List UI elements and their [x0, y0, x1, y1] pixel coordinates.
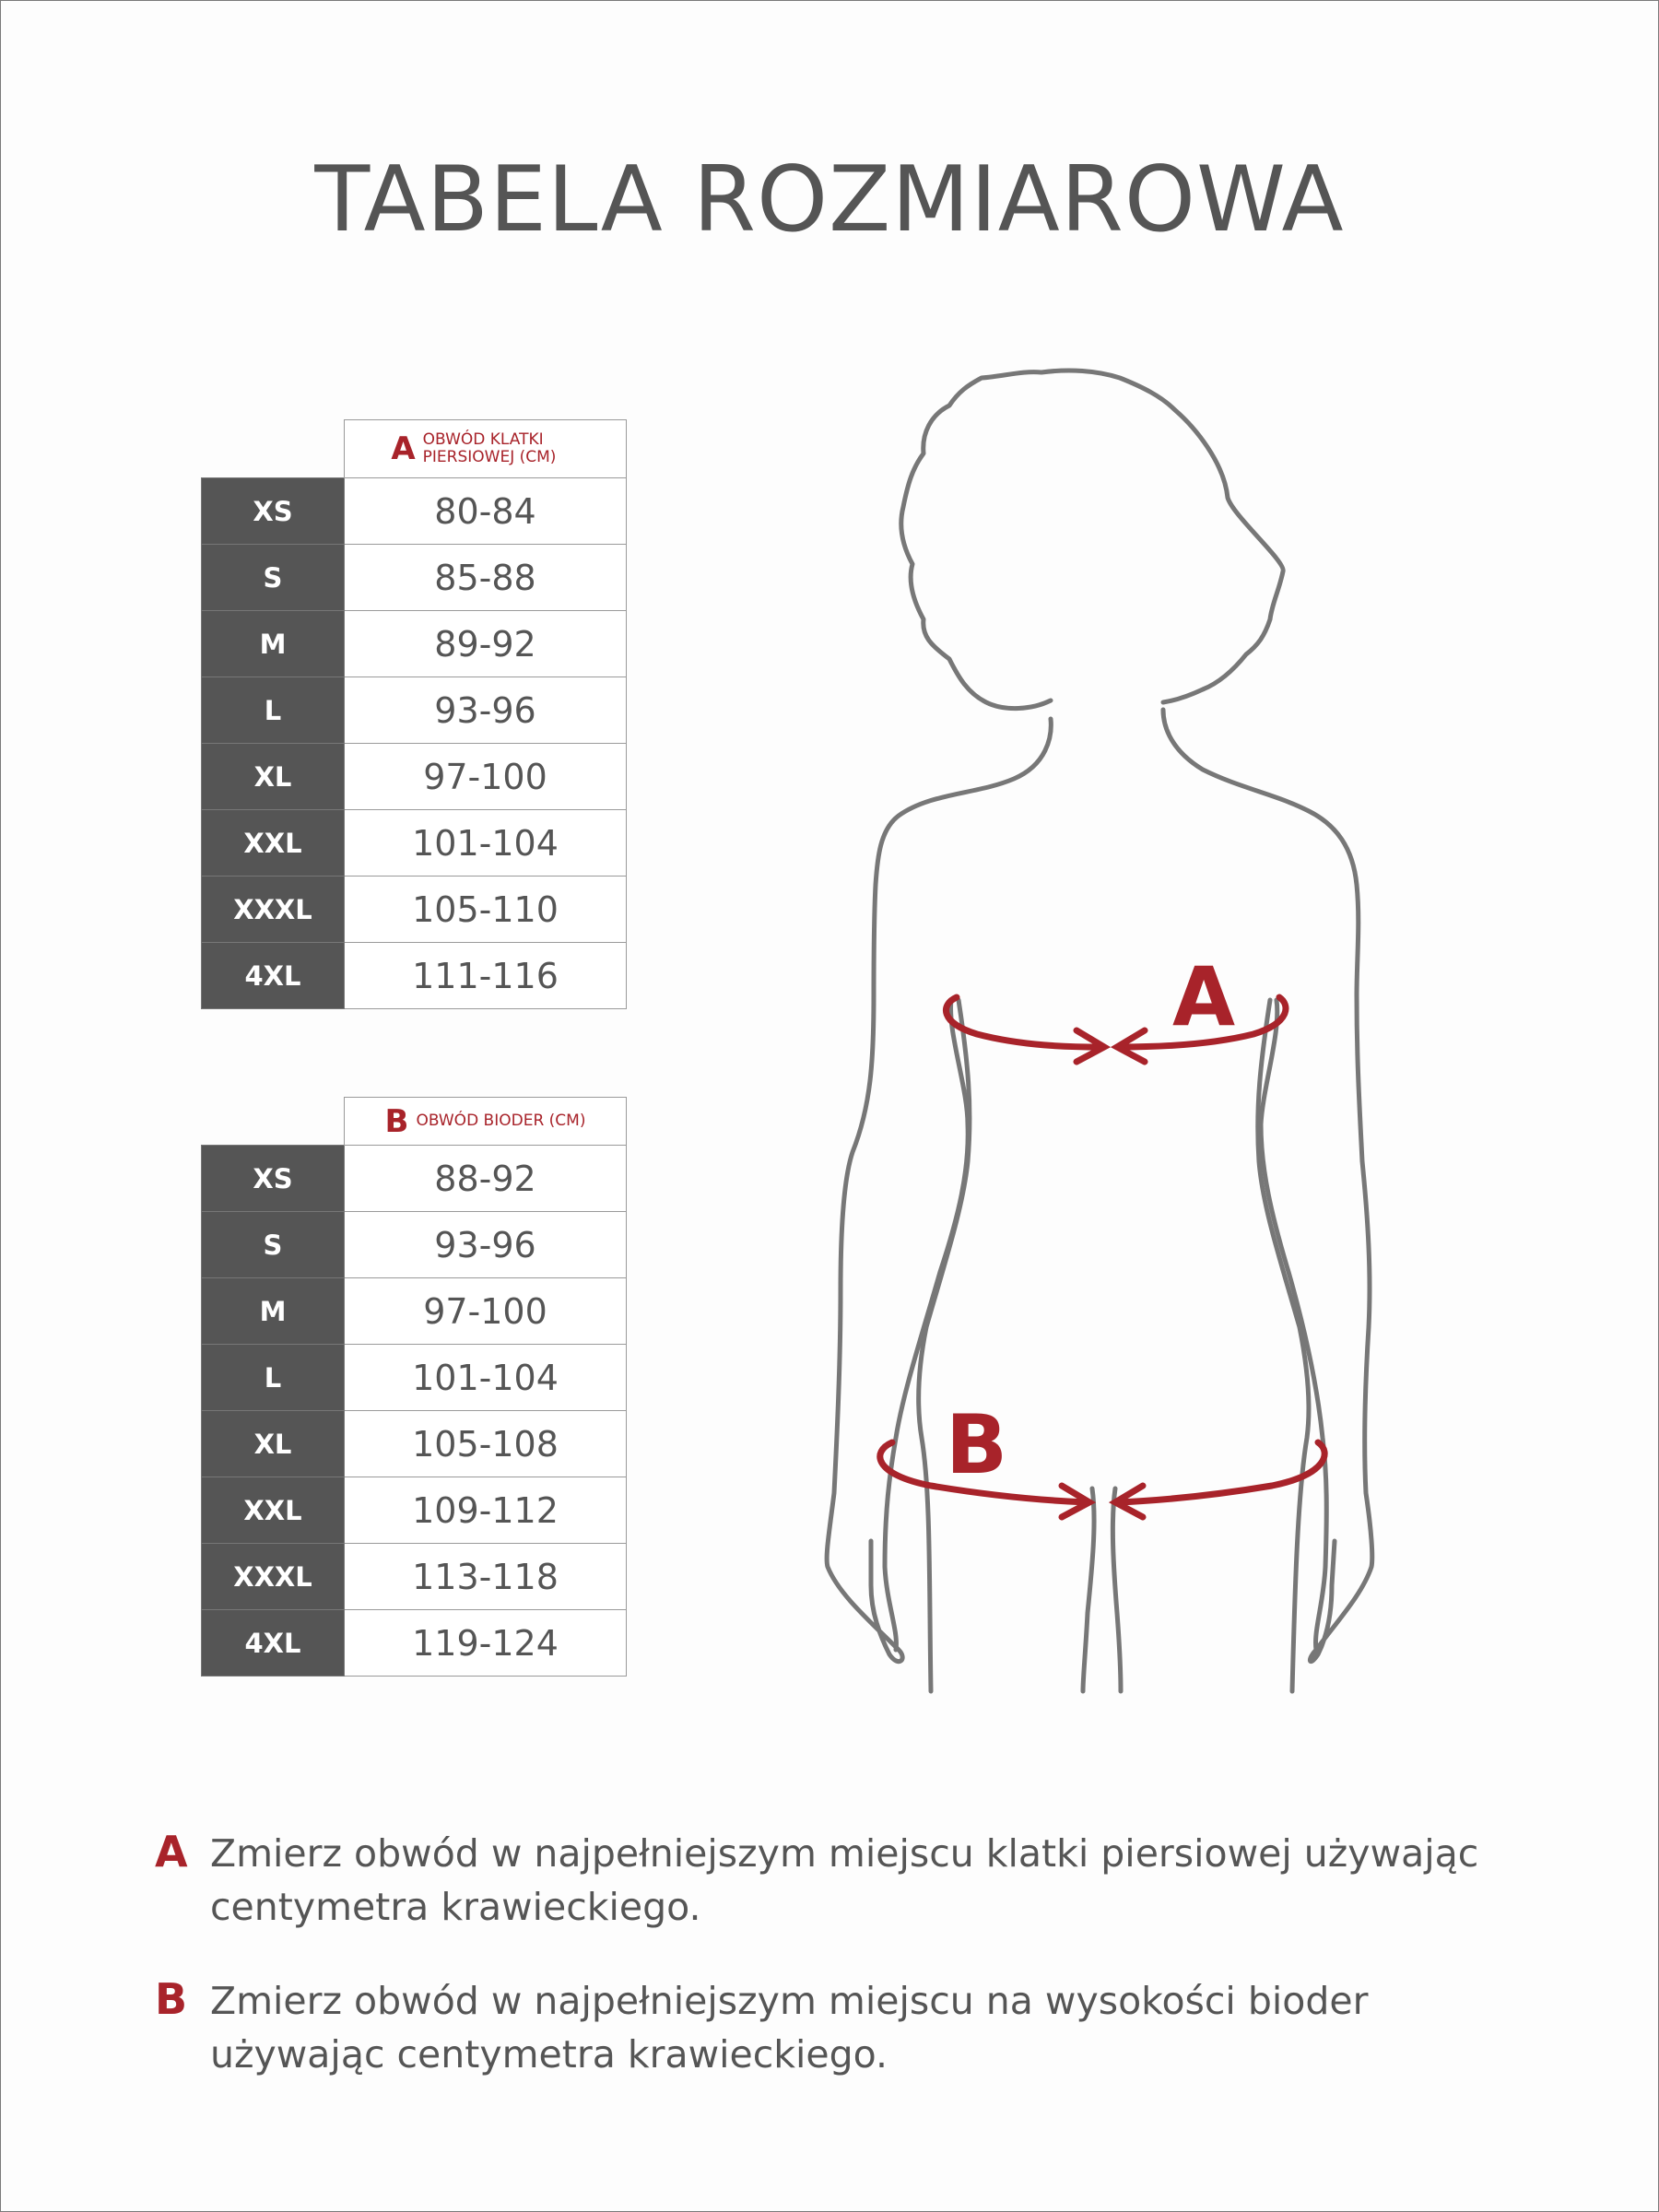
table-row	[202, 943, 627, 1009]
note-b-letter: B	[155, 1974, 188, 2024]
size-value: 89-92	[345, 611, 627, 677]
hip-header-letter: B	[384, 1102, 409, 1140]
size-value: 93-96	[345, 677, 627, 744]
body-figure-illustration	[802, 359, 1392, 1705]
hip-header-label: OBWÓD BIODER (CM)	[416, 1112, 586, 1130]
size-label: 4XL	[202, 943, 345, 1009]
size-value: 111-116	[345, 943, 627, 1009]
chest-table-header	[345, 420, 627, 478]
size-label: XXXL	[202, 877, 345, 943]
size-label: XXXL	[202, 1544, 345, 1610]
size-label: S	[202, 1212, 345, 1278]
chest-header-letter: A	[391, 430, 416, 467]
table-row	[202, 744, 627, 810]
table-row	[202, 1477, 627, 1544]
table-row	[202, 545, 627, 611]
table-row	[202, 1146, 627, 1212]
hip-measure-band-right	[1117, 1442, 1324, 1502]
table-row	[202, 810, 627, 877]
note-b-text: Zmierz obwód w najpełniejszym miejscu na wysokości bioder używając centymetra krawieckiego.	[210, 1979, 1369, 2077]
inner-leg-right	[1112, 1488, 1121, 1691]
size-label: 4XL	[202, 1610, 345, 1677]
size-label: S	[202, 545, 345, 611]
size-value: 109-112	[345, 1477, 627, 1544]
table-row	[202, 611, 627, 677]
hip-table-header	[345, 1098, 627, 1146]
size-label: XL	[202, 744, 345, 810]
size-label: L	[202, 677, 345, 744]
size-label: XS	[202, 478, 345, 545]
size-value: 105-110	[345, 877, 627, 943]
inner-leg-left	[1083, 1488, 1094, 1691]
size-label: M	[202, 611, 345, 677]
size-label: XXL	[202, 810, 345, 877]
table-corner	[202, 420, 345, 478]
size-value: 93-96	[345, 1212, 627, 1278]
note-a-letter: A	[155, 1827, 188, 1877]
table-row	[202, 1278, 627, 1345]
table-row	[202, 1610, 627, 1677]
size-value: 97-100	[345, 744, 627, 810]
table-row	[202, 478, 627, 545]
chest-measure-band	[946, 997, 1101, 1047]
size-label: M	[202, 1278, 345, 1345]
size-value: 119-124	[345, 1610, 627, 1677]
size-label: L	[202, 1345, 345, 1411]
table-row	[202, 1212, 627, 1278]
table-row	[202, 1345, 627, 1411]
body-left-outline	[827, 719, 1051, 1662]
size-value: 105-108	[345, 1411, 627, 1477]
note-b	[155, 1974, 1537, 2081]
size-label: XL	[202, 1411, 345, 1477]
size-value: 101-104	[345, 1345, 627, 1411]
head-outline	[901, 371, 1284, 709]
chest-size-table	[201, 419, 627, 1009]
size-value: 85-88	[345, 545, 627, 611]
table-row	[202, 1544, 627, 1610]
table-row	[202, 877, 627, 943]
page-title: TABELA ROZMIAROWA	[314, 147, 1345, 253]
size-label: XS	[202, 1146, 345, 1212]
size-value: 113-118	[345, 1544, 627, 1610]
note-a-text: Zmierz obwód w najpełniejszym miejscu klatki piersiowej używając centymetra krawieckiego.	[210, 1831, 1479, 1929]
table-corner	[202, 1098, 345, 1146]
left-torso-side	[919, 1000, 970, 1691]
size-value: 80-84	[345, 478, 627, 545]
right-arm-inner	[1261, 1000, 1326, 1650]
size-value: 101-104	[345, 810, 627, 877]
note-a	[155, 1827, 1537, 1934]
size-label: XXL	[202, 1477, 345, 1544]
table-row	[202, 677, 627, 744]
hip-size-table	[201, 1097, 627, 1677]
chest-header-label: OBWÓD KLATKI PIERSIOWEJ (CM)	[422, 430, 557, 466]
size-value: 88-92	[345, 1146, 627, 1212]
size-value: 97-100	[345, 1278, 627, 1345]
table-row	[202, 1411, 627, 1477]
figure-label-b: B	[946, 1397, 1008, 1492]
figure-label-a: A	[1172, 949, 1236, 1044]
